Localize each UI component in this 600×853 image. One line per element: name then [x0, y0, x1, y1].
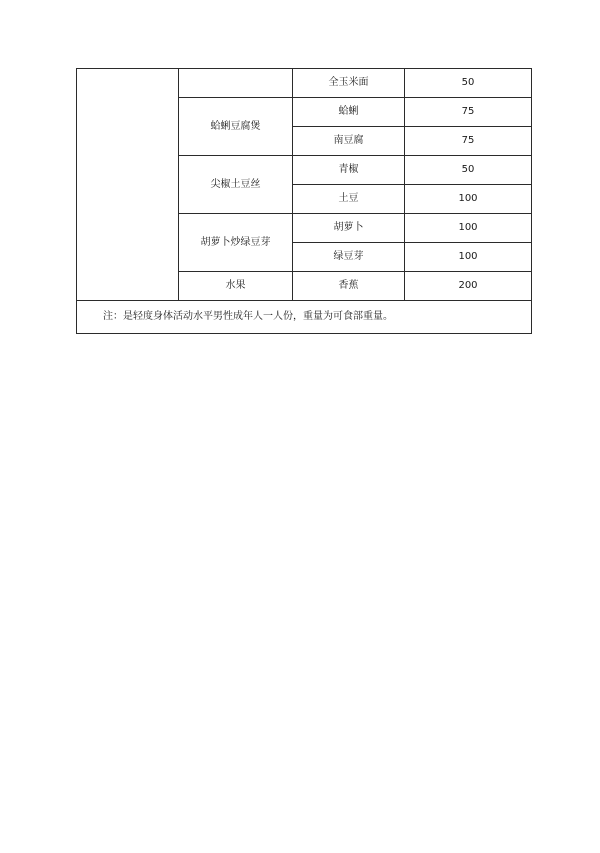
meal-time-cell [77, 69, 179, 301]
ingredient-cell: 青椒 [293, 156, 405, 185]
meal-recipe-table [76, 68, 532, 334]
ingredient-cell: 香蕉 [293, 272, 405, 301]
dish-name-cell: 尖椒土豆丝 [179, 156, 293, 214]
table-note: 注：是轻度身体活动水平男性成年人一人份，重量为可食部重量。 [77, 301, 532, 334]
ingredient-cell: 土豆 [293, 185, 405, 214]
weight-cell: 50 [405, 69, 532, 98]
dish-name-cell: 胡萝卜炒绿豆芽 [179, 214, 293, 272]
weight-cell: 100 [405, 185, 532, 214]
weight-cell: 100 [405, 243, 532, 272]
weight-cell: 75 [405, 127, 532, 156]
table-note-row [77, 301, 532, 334]
ingredient-cell: 蛤蜊 [293, 98, 405, 127]
dish-name-cell [179, 69, 293, 98]
ingredient-cell: 胡萝卜 [293, 214, 405, 243]
dish-name-cell: 蛤蜊豆腐煲 [179, 98, 293, 156]
weight-cell: 200 [405, 272, 532, 301]
dish-name-cell: 水果 [179, 272, 293, 301]
weight-cell: 100 [405, 214, 532, 243]
weight-cell: 75 [405, 98, 532, 127]
weight-cell: 50 [405, 156, 532, 185]
table-row [77, 69, 532, 98]
ingredient-cell: 南豆腐 [293, 127, 405, 156]
ingredient-cell: 全玉米面 [293, 69, 405, 98]
ingredient-cell: 绿豆芽 [293, 243, 405, 272]
